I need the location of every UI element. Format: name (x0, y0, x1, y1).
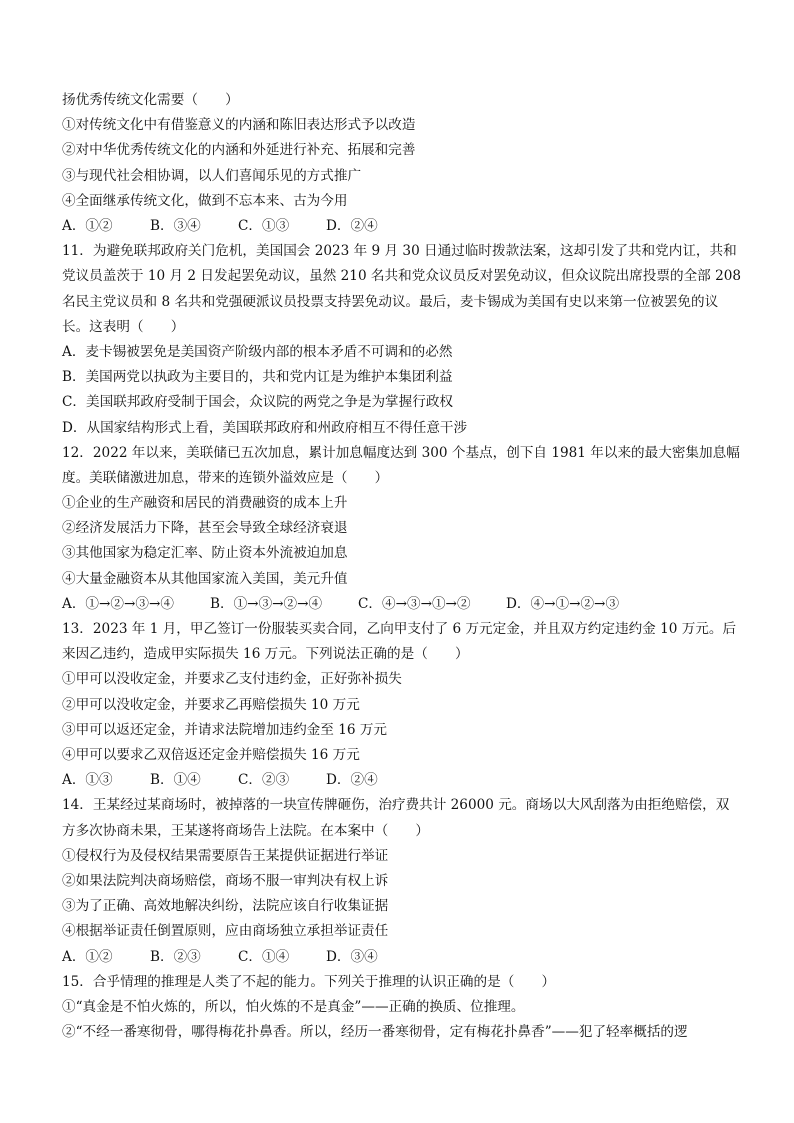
q10-option-a: A．①② (62, 217, 113, 234)
q13-option-a: A．①③ (62, 772, 113, 789)
q13-option-d: D．②④ (326, 772, 378, 789)
q13-item-2: ②甲可以没收定金，并要求乙再赔偿损失 10 万元 (62, 696, 360, 713)
q13-options (62, 768, 742, 793)
q15-item-1: ①“真金是不怕火炼的，所以，怕火炼的不是真金”——正确的换质、位推理。 (62, 998, 525, 1015)
q14-item-3: ③为了正确、高效地解决纠纷，法院应该自行收集证据 (62, 898, 389, 915)
q10-stem-tail: 扬优秀传统文化需要（ ） (62, 92, 239, 108)
q14-option-c: C．①④ (238, 948, 290, 965)
q12-item-1: ①企业的生产融资和居民的消费融资的成本上升 (62, 495, 348, 512)
q10-option-c: C．①③ (238, 217, 290, 234)
q12-option-b: B．①→③→②→④ (210, 595, 323, 612)
q13-option-c: C．②③ (238, 772, 290, 789)
q11-stem: 11．为避免联邦政府关门危机，美国国会 2023 年 9 月 30 日通过临时拨款法案，这却引发了共和党内讧，共和党议员盖茨于 10 月 2 日发起罢免动议，虽然 210 名共和党众议员反对罢免动议，但众议院出席投票的全部 208 名民主党议员和 8 名共和党强硬派议员投票支持罢免动议。最后，麦卡锡成为美国有史以来第一位被罢免的议长。这表明（ ） (62, 243, 742, 335)
q15-item-2: ②“不经一番寒彻骨，哪得梅花扑鼻香。所以，经历一番寒彻骨，定有梅花扑鼻香”——犯了轻率概括的逻 (62, 1024, 688, 1041)
q11-option-b: B．美国两党以执政为主要目的，共和党内讧是为维护本集团利益 (62, 369, 453, 386)
q12-item-2: ②经济发展活力下降，甚至会导致全球经济衰退 (62, 520, 348, 537)
q14-stem: 14．王某经过某商场时，被掉落的一块宣传牌砸伤，治疗费共计 26000 元。商场以大风刮落为由拒绝赔偿，双方多次协商未果，王某遂将商场告上法院。在本案中（ ） (62, 797, 730, 839)
q13-item-1: ①甲可以没收定金，并要求乙支付违约金，正好弥补损失 (62, 671, 402, 688)
q12-stem: 12．2022 年以来，美联储已五次加息，累计加息幅度达到 300 个基点，创下自 1981 年以来的最大密集加息幅度。美联储激进加息，带来的连锁外溢效应是（ ） (62, 444, 740, 486)
q12-option-a: A．①→②→③→④ (62, 595, 174, 612)
q14-option-b: B．②③ (150, 948, 201, 965)
q10-option-b: B．③④ (150, 217, 201, 234)
q10-item-1: ①对传统文化中有借鉴意义的内涵和陈旧表达形式予以改造 (62, 117, 416, 134)
q14-option-a: A．①② (62, 948, 113, 965)
q14-option-d: D．③④ (326, 948, 378, 965)
q10-item-2: ②对中华优秀传统文化的内涵和外延进行补充、拓展和完善 (62, 142, 416, 159)
q14-options (62, 945, 742, 970)
q11-option-a: A．麦卡锡被罢免是美国资产阶级内部的根本矛盾不可调和的必然 (62, 343, 453, 360)
q14-item-4: ④根据举证责任倒置原则，应由商场独立承担举证责任 (62, 923, 389, 940)
q13-stem: 13．2023 年 1 月，甲乙签订一份服装买卖合同，乙向甲支付了 6 万元定金，并且双方约定违约金 10 万元。后来因乙违约，造成甲实际损失 16 万元。下列说法正确的是（ ） (62, 621, 737, 663)
q13-option-b: B．①④ (150, 772, 201, 789)
q14-item-2: ②如果法院判决商场赔偿，商场不服一审判决有权上诉 (62, 872, 389, 889)
q12-options (62, 592, 742, 617)
q11-option-c: C．美国联邦政府受制于国会，众议院的两党之争是为掌握行政权 (62, 394, 454, 411)
q10-item-4: ④全面继承传统文化，做到不忘本来、古为今用 (62, 192, 348, 209)
q13-item-3: ③甲可以返还定金，并请求法院增加违约金至 16 万元 (62, 721, 388, 738)
q12-item-3: ③其他国家为稳定汇率、防止资本外流被迫加息 (62, 545, 348, 562)
q12-option-d: D．④→①→②→③ (506, 595, 620, 612)
q14-item-1: ①侵权行为及侵权结果需要原告王某提供证据进行举证 (62, 847, 389, 864)
q10-options (62, 214, 742, 239)
q13-item-4: ④甲可以要求乙双倍返还定金并赔偿损失 16 万元 (62, 747, 360, 763)
q10-item-3: ③与现代社会相协调，以人们喜闻乐见的方式推广 (62, 167, 362, 184)
exam-page (62, 88, 742, 1045)
q12-option-c: C．④→③→①→② (358, 595, 471, 612)
q11-option-d: D．从国家结构形式上看，美国联邦政府和州政府相互不得任意干涉 (62, 419, 468, 436)
q15-stem: 15．合乎情理的推理是人类了不起的能力。下列关于推理的认识正确的是（ ） (62, 973, 556, 990)
q12-item-4: ④大量金融资本从其他国家流入美国，美元升值 (62, 570, 348, 587)
q10-option-d: D．②④ (326, 217, 378, 234)
